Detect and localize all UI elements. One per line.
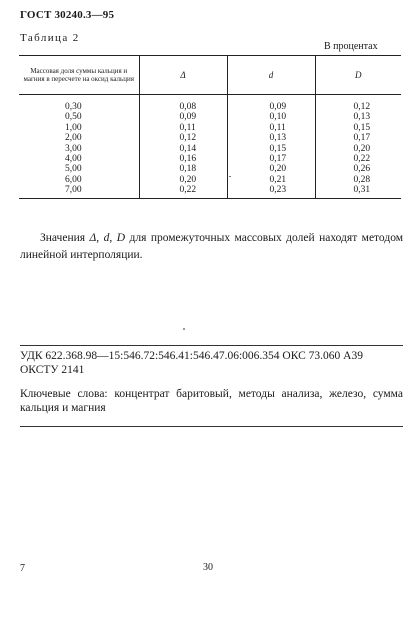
divider-line <box>20 345 403 346</box>
table-cell: 0,20 <box>315 144 401 154</box>
table-cell: 0,31 <box>315 185 401 198</box>
table-row <box>19 95 401 113</box>
table-cell: 0,23 <box>227 185 315 198</box>
column-header-delta: Δ <box>139 56 227 95</box>
column-header-d-small: d <box>227 56 315 95</box>
table-row <box>19 123 401 133</box>
note-symbol-d-large: D <box>116 231 126 244</box>
table-cell: 3,00 <box>65 143 82 154</box>
table-cell: 0,11 <box>139 123 227 133</box>
table-cell: 5,00 <box>65 164 82 175</box>
table-cell: 0,15 <box>315 123 401 133</box>
table-cell: 0,18 <box>139 164 227 174</box>
table-cell: 0,13 <box>315 112 401 122</box>
table-cell: 0,09 <box>139 112 227 122</box>
table-row <box>19 185 401 198</box>
table-cell: 0,11 <box>227 123 315 133</box>
table-cell: 0,08 <box>139 95 227 113</box>
table-cell: 0,17 <box>227 154 315 164</box>
table-cell: 0,22 <box>139 185 227 198</box>
divider-line <box>20 426 403 427</box>
table-cell: 0,20 <box>139 175 227 185</box>
table-cell: 4,00 <box>65 154 82 165</box>
scan-speck <box>183 328 185 330</box>
table-cell: 0,14 <box>139 144 227 154</box>
note-symbol-delta: Δ <box>89 231 97 244</box>
table-cell: 6,00 <box>65 174 82 185</box>
table-row <box>19 112 401 122</box>
table-cell: 0,26 <box>315 164 401 174</box>
table-cell: 1,00 <box>65 122 82 133</box>
table-cell: 2,00 <box>65 133 82 144</box>
standard-header: ГОСТ 30240.3—95 <box>20 9 115 21</box>
note-separator: , <box>109 231 117 244</box>
corner-mark: 7 <box>20 563 25 574</box>
scan-speck <box>229 176 231 177</box>
table-row <box>19 133 401 143</box>
table-cell: 0,10 <box>227 112 315 122</box>
table-cell: 0,12 <box>315 95 401 113</box>
note-text: для промежуточных массовых долей находят методом линейной интерполяции. <box>20 231 404 261</box>
table-cell: 0,50 <box>65 112 82 123</box>
table-cell: 0,21 <box>227 175 315 185</box>
table-cell: 0,13 <box>227 133 315 143</box>
column-header-mass-fraction: Массовая доля суммы кальция и магния в пересчете на оксид кальция <box>19 56 139 95</box>
table-cell: 0,12 <box>139 133 227 143</box>
table-cell: 0,15 <box>227 144 315 154</box>
interpolation-note <box>20 230 403 264</box>
keywords-line: Ключевые слова: концентрат баритовый, методы анализа, железо, сумма кальция и магния <box>20 388 403 414</box>
table-units: В процентах <box>324 41 378 52</box>
udc-classification: УДК 622.368.98—15:546.72:546.41:546.47.06:006.354 ОКС 73.060 А39 ОКСТУ 2141 <box>20 350 363 376</box>
table-cell: 0,20 <box>227 164 315 174</box>
data-table <box>19 55 401 199</box>
column-header-d-large: D <box>315 56 401 95</box>
table-row <box>19 175 401 185</box>
table-cell: 0,22 <box>315 154 401 164</box>
table-cell: 0,17 <box>315 133 401 143</box>
note-symbol-d-small: d <box>103 231 110 244</box>
page-number: 30 <box>203 562 213 573</box>
table-header-row <box>19 56 401 95</box>
table-cell: 0,09 <box>227 95 315 113</box>
table-row <box>19 164 401 174</box>
table-row <box>19 144 401 154</box>
table-cell: 7,00 <box>19 185 139 198</box>
table-caption: Таблица 2 <box>20 32 80 44</box>
note-separator: , <box>96 231 104 244</box>
note-prefix: Значения <box>40 231 90 244</box>
table-row <box>19 154 401 164</box>
table-cell: 0,28 <box>315 175 401 185</box>
table-cell: 0,30 <box>65 102 82 112</box>
table-cell: 0,16 <box>139 154 227 164</box>
